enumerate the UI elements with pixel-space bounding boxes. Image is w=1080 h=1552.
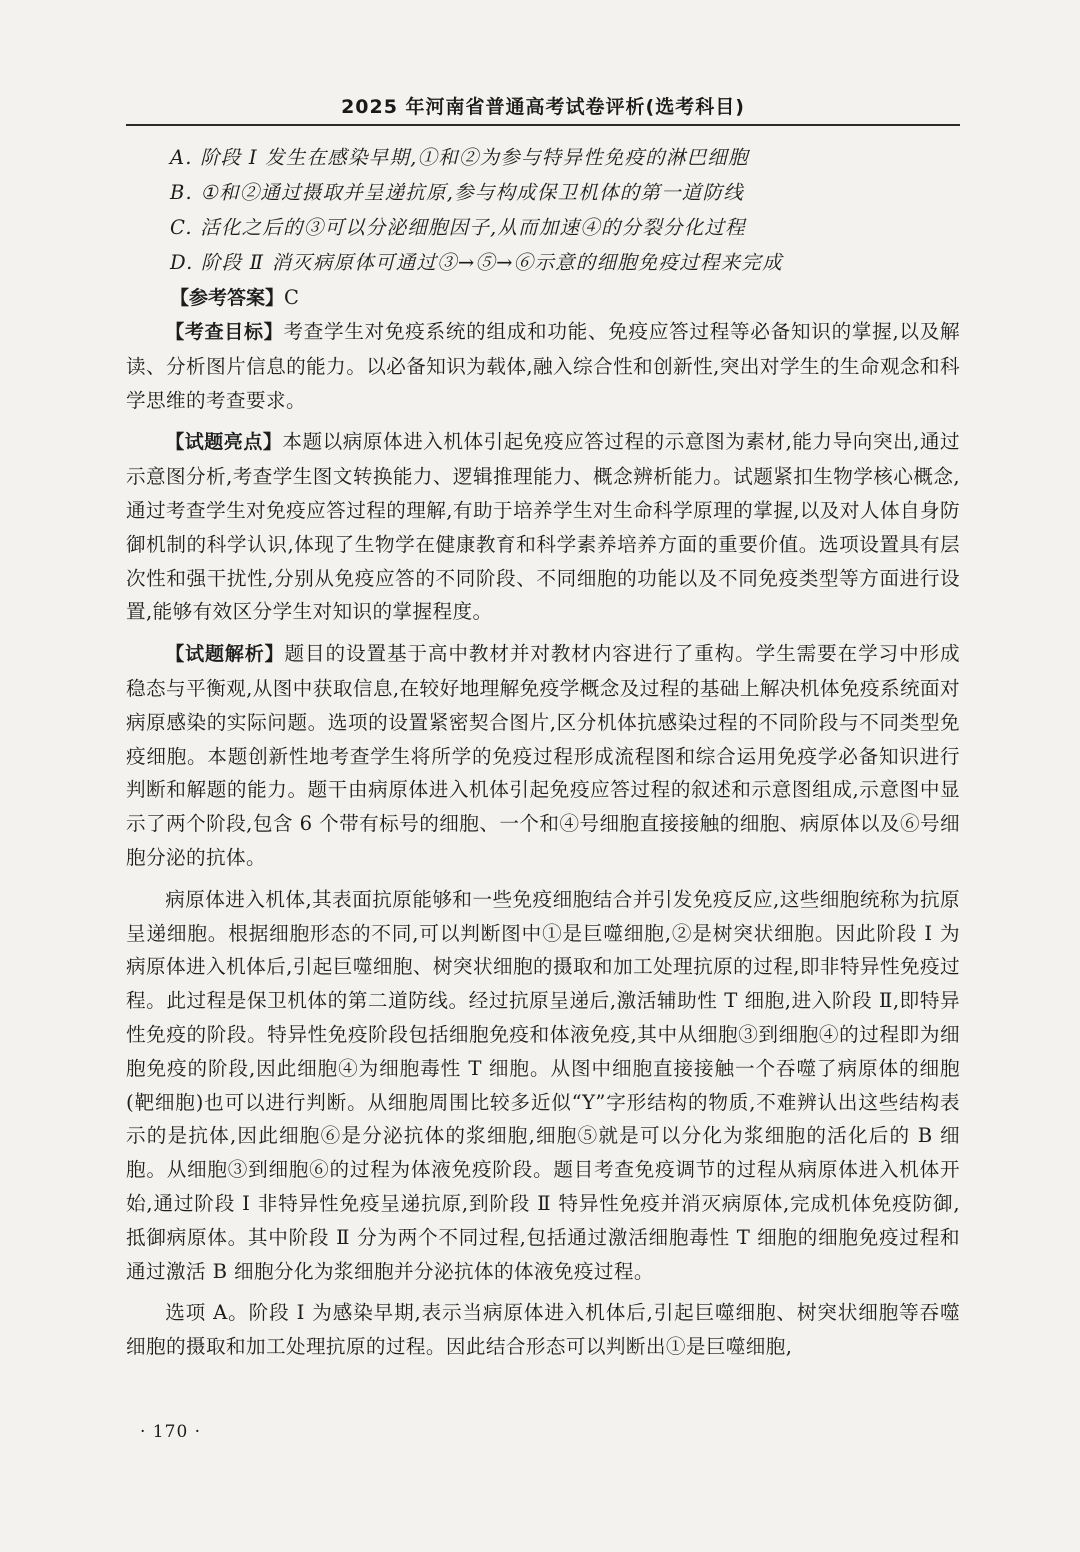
reference-answer: [126, 280, 960, 315]
analysis-label: 【试题解析】: [165, 643, 285, 666]
exam-goal-paragraph: [126, 315, 960, 417]
exam-goal-text: 考查学生对免疫系统的组成和功能、免疫应答过程等必备知识的掌握,以及解读、分析图片信息的能力。以必备知识为载体,融入综合性和创新性,突出对学生的生命观念和科学思维的考查要求。: [126, 320, 960, 412]
body-paragraph: 病原体进入机体,其表面抗原能够和一些免疫细胞结合并引发免疫反应,这些细胞统称为抗原呈递细胞。根据细胞形态的不同,可以判断图中①是巨噬细胞,②是树突状细胞。因此阶段 Ⅰ 为病原体进入机体后,引起巨噬细胞、树突状细胞的摄取和加工处理抗原的过程,即非特异性免疫过程。此过程是保卫机体的第二道防线。经过抗原呈递后,激活辅助性 T 细胞,进入阶段 Ⅱ,即特异性免疫的阶段。特异性免疫阶段包括细胞免疫和体液免疫,其中从细胞③到细胞④的过程即为细胞免疫的阶段,因此细胞④为细胞毒性 T 细胞。从图中细胞直接接触一个吞噬了病原体的细胞(靶细胞)也可以进行判断。从细胞周围比较多近似“Y”字形结构的物质,不难辨认出这些结构表示的是抗体,因此细胞⑥是分泌抗体的浆细胞,细胞⑤就是可以分化为浆细胞的活化后的 B 细胞。从细胞③到细胞⑥的过程为体液免疫阶段。题目考查免疫调节的过程从病原体进入机体开始,通过阶段 Ⅰ 非特异性免疫呈递抗原,到阶段 Ⅱ 特异性免疫并消灭病原体,完成机体免疫防御,抵御病原体。其中阶段 Ⅱ 分为两个不同过程,包括通过激活细胞毒性 T 细胞的细胞免疫过程和通过激活 B 细胞分化为浆细胞并分泌抗体的体液免疫过程。: [126, 887, 960, 1283]
option-c: C. 活化之后的③可以分泌细胞因子,从而加速④的分裂分化过程: [170, 216, 746, 239]
highlight-paragraph: [126, 425, 960, 629]
reference-answer-label: 【参考答案】: [170, 287, 285, 309]
highlight-label: 【试题亮点】: [165, 431, 283, 454]
option-d: D. 阶段 Ⅱ 消灭病原体可通过③→⑤→⑥示意的细胞免疫过程来完成: [170, 251, 783, 274]
highlight-text: 本题以病原体进入机体引起免疫应答过程的示意图为素材,能力导向突出,通过示意图分析,考查学生图文转换能力、逻辑推理能力、概念辨析能力。试题紧扣生物学核心概念,通过考查学生对免疫应答过程的理解,有助于培养学生对生命科学原理的掌握,以及对人体自身防御机制的科学认识,体现了生物学在健康教育和科学素养培养方面的重要价值。选项设置具有层次性和强干扰性,分别从免疫应答的不同阶段、不同细胞的功能以及不同免疫类型等方面进行设置,能够有效区分学生对知识的掌握程度。: [126, 430, 960, 624]
page-number: · 170 ·: [140, 1422, 202, 1442]
analysis-text: 题目的设置基于高中教材并对教材内容进行了重构。学生需要在学习中形成稳态与平衡观,从图中获取信息,在较好地理解免疫学概念及过程的基础上解决机体免疫系统面对病原感染的实际问题。选项的设置紧密契合图片,区分机体抗感染过程的不同阶段与不同类型免疫细胞。本题创新性地考查学生将所学的免疫过程形成流程图和综合运用免疫学必备知识进行判断和解题的能力。题干由病原体进入机体引起免疫应答过程的叙述和示意图组成,示意图中显示了两个阶段,包含 6 个带有标号的细胞、一个和④号细胞直接接触的细胞、病原体以及⑥号细胞分泌的抗体。: [126, 642, 960, 869]
option-b: B. ①和②通过摄取并呈递抗原,参与构成保卫机体的第一道防线: [170, 181, 744, 204]
option-a: A. 阶段 Ⅰ 发生在感染早期,①和②为参与特异性免疫的淋巴细胞: [170, 146, 749, 169]
exam-goal-label: 【考查目标】: [165, 321, 284, 343]
reference-answer-value: C: [284, 286, 299, 309]
running-header: 2025 年河南省普通高考试卷评析(选考科目): [341, 96, 745, 118]
analysis-paragraph: [126, 637, 960, 875]
page-content: [126, 140, 960, 1364]
header-rule: [126, 124, 960, 126]
option-a-paragraph: 选项 A。阶段 Ⅰ 为感染早期,表示当病原体进入机体后,引起巨噬细胞、树突状细胞等吞噬细胞的摄取和加工处理抗原的过程。因此结合形态可以判断出①是巨噬细胞,: [126, 1301, 960, 1359]
